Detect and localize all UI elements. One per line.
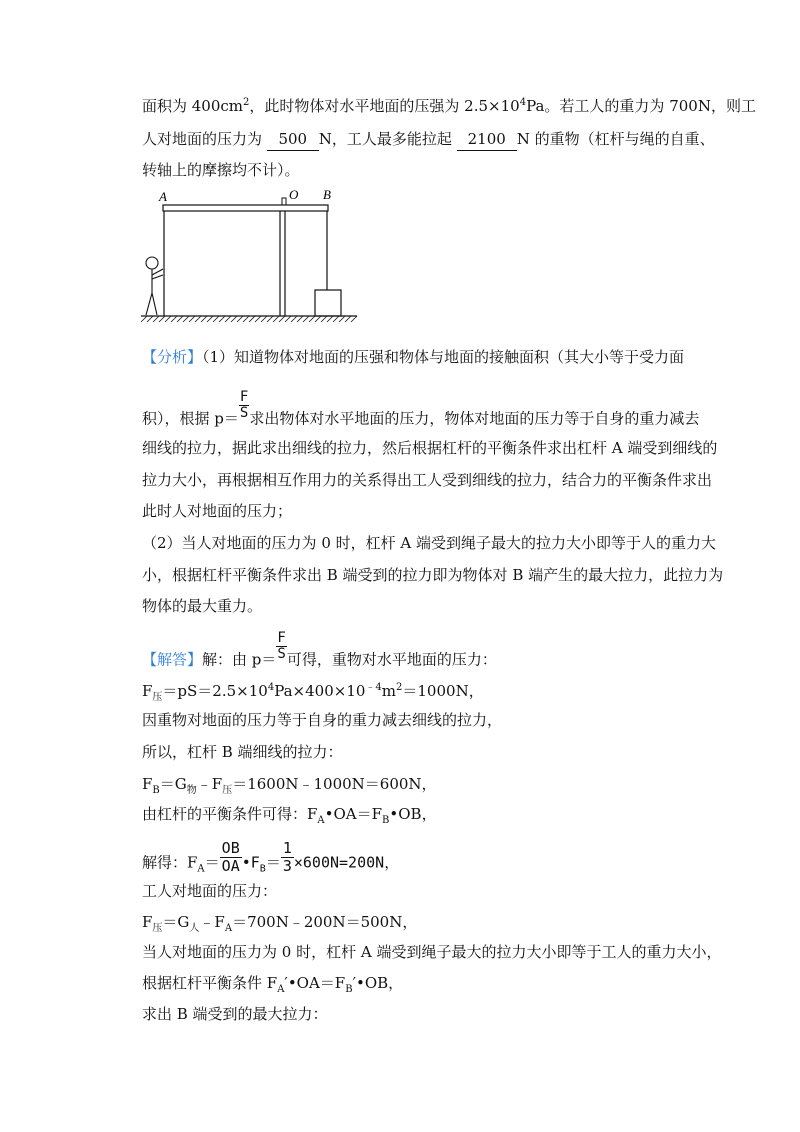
text: 人对地面的压力为 — [142, 130, 263, 148]
text: ﹣F — [196, 775, 223, 793]
text: Pa×400×10 — [274, 682, 366, 700]
fraction-numerator: F — [277, 630, 286, 646]
solution-line-3: 因重物对地面的压力等于自身的重力减去细线的拉力， — [142, 711, 503, 729]
text: ，此时物体对水平地面的压强为 2.5×10 — [249, 97, 520, 115]
lever-diagram — [135, 185, 365, 330]
text: 可得，重物对水平地面的压力： — [286, 650, 497, 669]
text: F — [142, 775, 153, 793]
text: F — [142, 913, 153, 931]
analysis-line-8: 物体的最大重力。 — [142, 597, 263, 615]
answer-blank-2: 2100 — [457, 128, 517, 151]
fraction-denominator: S — [277, 646, 286, 662]
fraction-one-third — [281, 840, 294, 875]
superscript: 4 — [267, 682, 275, 693]
solution-line-1 — [142, 630, 497, 676]
solution-line-11 — [142, 972, 403, 1001]
subscript: B — [259, 863, 266, 875]
solution-line-12: 求出 B 端受到的最大拉力： — [142, 1005, 328, 1023]
superscript: ﹣4 — [365, 682, 382, 693]
text: 积），根据 p＝ — [142, 409, 239, 428]
fraction-numerator: OB — [221, 839, 240, 857]
text: N 的重物（杠杆与绳的自重、 — [516, 130, 715, 148]
text: ＝G — [162, 913, 190, 931]
label-a: A — [159, 189, 167, 204]
subscript: A — [224, 923, 233, 934]
ground-hatching — [141, 316, 357, 322]
answer-blank-1: 500 — [267, 128, 319, 151]
fraction-denominator: S — [239, 405, 249, 421]
text: 由杠杆的平衡条件可得：F — [142, 805, 318, 823]
text: ′•OA＝F — [284, 974, 346, 992]
text: ＝1600N﹣1000N＝600N， — [232, 775, 437, 793]
subscript: B — [152, 785, 160, 796]
subscript: 压 — [222, 785, 233, 796]
superscript: 4 — [519, 97, 527, 108]
text: ＝pS＝2.5×10 — [162, 682, 268, 700]
text: 解得：F — [142, 853, 198, 872]
solution-tag: 【解答】 — [142, 650, 203, 669]
text: m — [381, 682, 397, 700]
text: N，工人最多能拉起 — [318, 130, 452, 148]
text: ＝ — [204, 853, 220, 872]
fraction-ob-over-oa — [220, 840, 242, 875]
problem-line-1 — [142, 92, 756, 117]
analysis-tag: 【分析】 — [142, 348, 203, 366]
text: ×600N=200N — [293, 853, 385, 872]
lever-bar — [163, 205, 328, 211]
superscript: 2 — [396, 682, 403, 693]
text: 解：由 p＝ — [202, 650, 277, 669]
text: ＝1000N， — [402, 682, 484, 700]
superscript: 2 — [243, 97, 250, 108]
text: ＝700N﹣200N＝500N， — [232, 913, 418, 931]
text: ， — [384, 853, 400, 872]
text: •OB， — [389, 805, 437, 823]
text: 根据杠杆平衡条件 F — [142, 974, 278, 992]
fraction-denominator: OA — [221, 857, 240, 875]
text: 面积为 400cm — [142, 97, 244, 115]
solution-line-9 — [142, 911, 417, 940]
text: ′•OB， — [352, 974, 404, 992]
text: Pa。若工人的重力为 700N，则工 — [526, 97, 756, 115]
analysis-line-1 — [142, 346, 684, 368]
solution-line-5 — [142, 773, 437, 802]
subscript: B — [382, 815, 390, 826]
subscript: B — [345, 984, 353, 995]
text: ﹣F — [199, 913, 225, 931]
analysis-line-5: 此时人对地面的压力； — [142, 502, 293, 520]
solution-line-4: 所以，杠杆 B 端细线的拉力： — [142, 743, 343, 761]
solution-line-10: 当人对地面的压力为 0 时，杠杆 A 端受到绳子最大的拉力大小即等于工人的重力大小， — [142, 943, 722, 961]
fraction-numerator: 1 — [282, 839, 292, 857]
text: （1）知道物体对地面的压强和物体与地面的接触面积（其大小等于受力面 — [202, 348, 685, 366]
text: •F — [241, 853, 260, 872]
text: 求出物体对水平地面的压力，物体对地面的压力等于自身的重力减去 — [249, 409, 700, 428]
text: F — [142, 682, 153, 700]
text: ＝G — [159, 775, 187, 793]
fraction-f-over-s — [276, 631, 286, 662]
problem-line-2 — [142, 128, 715, 151]
pivot — [282, 198, 286, 205]
text: •OA＝F — [324, 805, 383, 823]
problem-line-3: 转轴上的摩擦均不计）。 — [142, 161, 300, 179]
fraction-f-over-s — [239, 390, 249, 421]
worker-figure — [146, 257, 163, 315]
label-o: O — [289, 187, 299, 202]
subscript: A — [197, 863, 205, 875]
fraction-numerator: F — [239, 389, 249, 405]
solution-line-7 — [142, 839, 400, 881]
analysis-line-7: 小，根据杠杆平衡条件求出 B 端受到的拉力即为物体对 B 端产生的最大拉力，此拉力为 — [142, 566, 724, 584]
text: ＝ — [265, 853, 281, 872]
fraction-denominator: 3 — [282, 857, 292, 875]
solution-line-8: 工人对地面的压力： — [142, 882, 278, 900]
subscript: 压 — [152, 923, 163, 934]
subscript: 人 — [189, 923, 200, 934]
label-b: B — [323, 187, 331, 202]
heavy-object — [315, 290, 341, 316]
solution-line-6 — [142, 803, 437, 832]
subscript: 压 — [152, 692, 163, 703]
subscript: A — [277, 984, 285, 995]
analysis-line-6: （2）当人对地面的压力为 0 时，杠杆 A 端受到绳子最大的拉力大小即等于人的重力大 — [142, 534, 716, 552]
analysis-line-2 — [142, 389, 700, 435]
subscript: 物 — [186, 785, 197, 796]
analysis-line-4: 拉力大小，再根据相互作用力的关系得出工人受到细线的拉力，结合力的平衡条件求出 — [142, 471, 713, 489]
subscript: A — [317, 815, 325, 826]
analysis-line-3: 细线的拉力，据此求出细线的拉力，然后根据杠杆的平衡条件求出杠杆 A 端受到细线的 — [142, 439, 718, 457]
solution-line-2 — [142, 677, 484, 709]
